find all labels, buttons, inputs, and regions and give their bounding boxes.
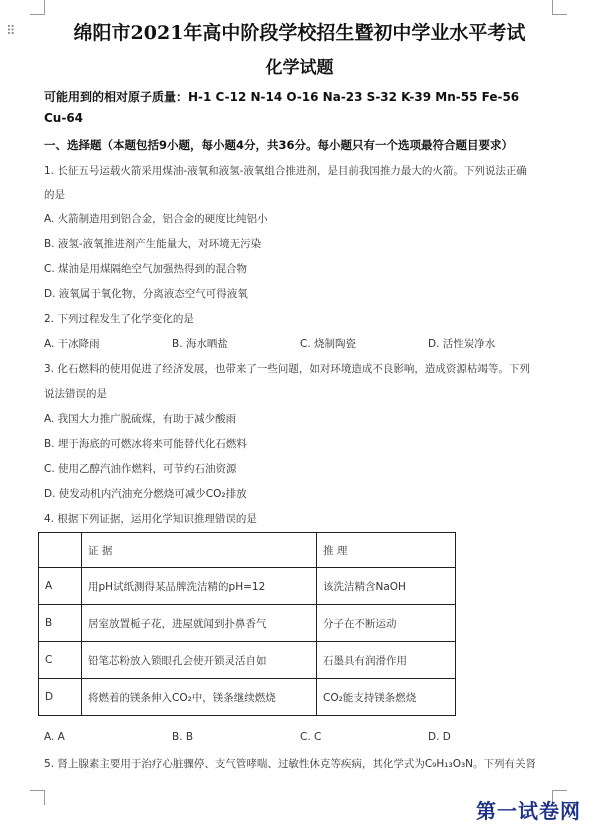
atomic-mass-line-1: 可能用到的相对原子质量：H-1 C-12 N-14 O-16 Na-23 S-32 K-39 Mn-55 Fe-56 <box>44 90 520 104</box>
crop-mark-bottom-left <box>30 790 45 805</box>
q3-option-d: D. 使发动机内汽油充分燃烧可减少CO₂排放 <box>44 488 247 500</box>
q4-option-b: B. B <box>172 731 194 743</box>
q3-option-a: A. 我国大力推广脱硫煤，有助于减少酸雨 <box>44 413 237 425</box>
q4-option-a: A. A <box>44 731 65 743</box>
table-cell: B <box>39 605 82 642</box>
q3-stem-line-1: 3. 化石燃料的使用促进了经济发展，也带来了一些问题，如对环境造成不良影响，造成资源枯竭等。下列 <box>44 363 530 375</box>
table-row <box>39 605 456 642</box>
q4-stem: 4. 根据下列证据，运用化学知识推理错误的是 <box>44 513 257 525</box>
table-cell: 将燃着的镁条伸入CO₂中，镁条继续燃烧 <box>82 679 317 716</box>
table-cell: 石墨具有润滑作用 <box>317 642 456 679</box>
q2-option-c: C. 烧制陶瓷 <box>300 338 357 350</box>
q1-stem-line-2: 的是 <box>44 189 65 201</box>
atomic-mass-line-2: Cu-64 <box>44 111 84 125</box>
section-heading: 一、选择题（本题包括9小题，每小题4分，共36分。每小题只有一个选项最符合题目要求） <box>44 138 514 152</box>
table-header-row <box>39 533 456 568</box>
q1-option-d: D. 液氧属于氧化物，分离液态空气可得液氧 <box>44 288 248 300</box>
table-cell: A <box>39 568 82 605</box>
q2-option-a: A. 干冰降雨 <box>44 338 100 350</box>
exam-subtitle: 化学试题 <box>265 58 334 78</box>
q1-option-c: C. 煤油是用煤隔绝空气加强热得到的混合物 <box>44 263 248 275</box>
evidence-table <box>38 532 456 716</box>
table-cell: D <box>39 679 82 716</box>
table-header-cell <box>39 533 82 568</box>
q1-option-b: B. 液氢-液氧推进剂产生能量大，对环境无污染 <box>44 238 262 250</box>
q3-stem-line-2: 说法错误的是 <box>44 388 107 400</box>
q1-stem-line-1: 1. 长征五号运载火箭采用煤油-液氧和液氢-液氧组合推进剂，是目前我国推力最大的火箭。下列说法正确 <box>44 165 527 177</box>
drag-handle-icon[interactable]: ⠿ <box>6 24 16 39</box>
q5-stem: 5. 肾上腺素主要用于治疗心脏骤停、支气管哮喘、过敏性休克等疾病，其化学式为C₉H₁₃O₃N。下列有关肾 <box>44 758 537 770</box>
crop-mark-top-right <box>552 0 567 15</box>
table-cell: 铅笔芯粉放入锁眼孔会使开锁灵活自如 <box>82 642 317 679</box>
crop-mark-top-left <box>30 0 45 15</box>
table-header-cell: 推 理 <box>317 533 456 568</box>
table-cell: 用pH试纸测得某品牌洗洁精的pH=12 <box>82 568 317 605</box>
table-header-cell: 证 据 <box>82 533 317 568</box>
table-row <box>39 568 456 605</box>
q3-option-c: C. 使用乙醇汽油作燃料，可节约石油资源 <box>44 463 237 475</box>
q4-option-d: D. D <box>428 731 451 743</box>
table-cell: C <box>39 642 82 679</box>
watermark-logo: 第一试卷网 <box>476 799 581 823</box>
table-cell: 分子在不断运动 <box>317 605 456 642</box>
q4-option-c: C. C <box>300 731 322 743</box>
table-row <box>39 679 456 716</box>
q1-option-a: A. 火箭制造用到铝合金，铝合金的硬度比纯铝小 <box>44 213 268 225</box>
table-cell: 该洗洁精含NaOH <box>317 568 456 605</box>
q2-stem: 2. 下列过程发生了化学变化的是 <box>44 313 194 325</box>
q2-option-b: B. 海水晒盐 <box>172 338 228 350</box>
table-row <box>39 642 456 679</box>
q2-option-d: D. 活性炭净水 <box>428 338 496 350</box>
exam-title: 绵阳市2021年高中阶段学校招生暨初中学业水平考试 <box>73 22 526 44</box>
q3-option-b: B. 埋于海底的可燃冰将来可能替代化石燃料 <box>44 438 247 450</box>
table-cell: 居室放置栀子花，进屋就闻到扑鼻香气 <box>82 605 317 642</box>
table-cell: CO₂能支持镁条燃烧 <box>317 679 456 716</box>
